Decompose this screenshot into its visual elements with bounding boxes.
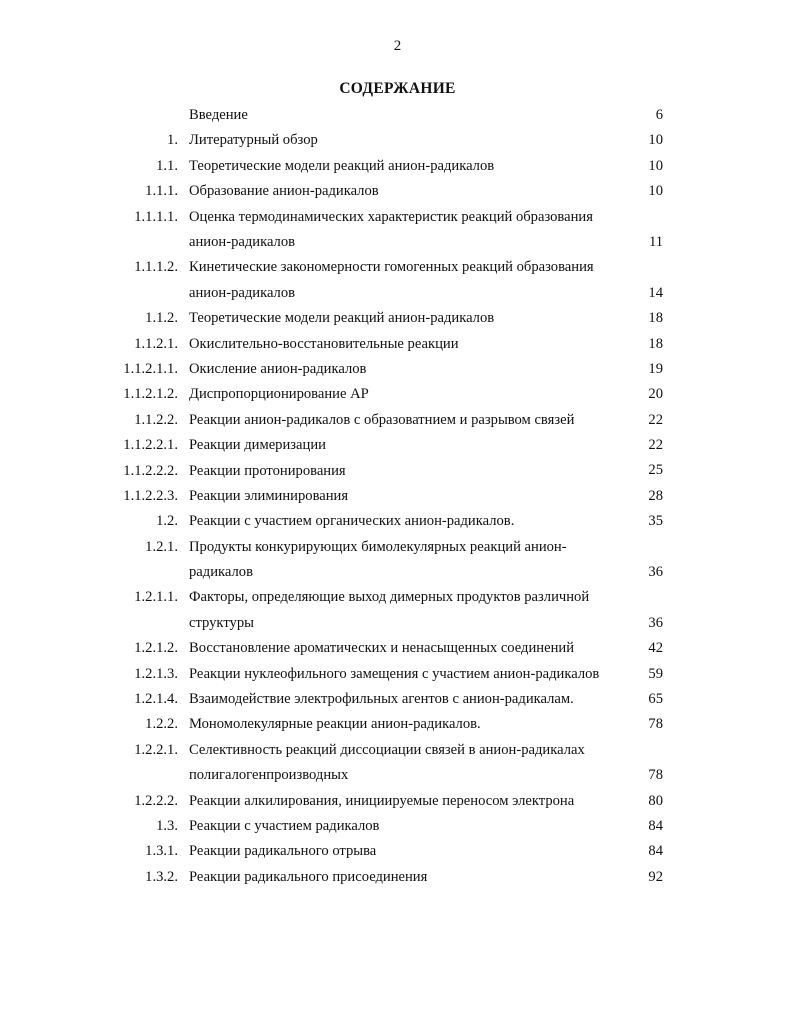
toc-entry-number: 1.2.1.3. <box>134 665 178 682</box>
toc-entry <box>0 255 795 306</box>
toc-entry-page: 14 <box>648 284 663 301</box>
toc-entry-title: Реакции радикального присоединения <box>189 868 428 885</box>
toc-entry <box>0 687 795 712</box>
toc-entry-title: Образование анион-радикалов <box>189 183 379 200</box>
toc-entry-number: 1.2.1.1. <box>134 589 178 606</box>
toc-entry-title: Окисление анион-радикалов <box>189 360 367 377</box>
toc-entry <box>0 408 795 433</box>
toc-entry <box>0 636 795 661</box>
toc-entry-page: 84 <box>648 818 663 834</box>
toc-entry-page: 78 <box>648 716 663 733</box>
toc-entry-page: 18 <box>648 310 663 327</box>
toc-entry-page: 36 <box>648 614 663 631</box>
toc-entry <box>0 154 795 179</box>
toc-entry-page: 65 <box>648 691 663 708</box>
toc-entry-title: Реакции радикального отрыва <box>189 843 377 860</box>
toc-entry <box>0 357 795 382</box>
toc-entry-page: 28 <box>648 487 663 504</box>
page-number: 2 <box>393 38 402 54</box>
toc-entry <box>0 535 795 586</box>
toc-entry <box>0 459 795 484</box>
toc-entry-number: 1.3. <box>156 818 178 835</box>
toc-entry-title: Реакции нуклеофильного замещения с участием анион-радикалов <box>189 665 600 682</box>
toc-entry <box>0 484 795 509</box>
toc-entry-title: Оценка термодинамических характеристик реакций образования анион-радикалов <box>189 208 593 250</box>
toc-entry-title: Реакции протонирования <box>189 462 346 479</box>
toc-entry <box>0 839 795 864</box>
toc-entry <box>0 814 795 839</box>
toc-entry-page: 10 <box>648 183 663 200</box>
toc-entry-page: 18 <box>648 335 663 352</box>
toc-entry-title: Кинетические закономерности гомогенных реакций образования анион-радикалов <box>189 259 594 301</box>
toc-entry-title: Селективность реакций диссоциации связей в анион-радикалах полигалогенпроизводных <box>189 741 585 784</box>
toc-entry <box>0 205 795 256</box>
toc-entry <box>0 306 795 331</box>
toc-entry-page: 25 <box>648 462 663 479</box>
toc-entry-title: Литературный обзор <box>189 132 318 149</box>
toc-entry-title: Продукты конкурирующих бимолекулярных реакций анион-радикалов <box>189 538 567 581</box>
toc-entry-number: 1.1.2.2.3. <box>123 487 178 504</box>
toc-entry-number: 1.1. <box>156 157 178 174</box>
toc-entry <box>0 332 795 357</box>
toc-entry-title: Реакции димеризации <box>189 437 326 454</box>
toc-entry <box>0 662 795 687</box>
table-of-contents <box>0 103 795 890</box>
toc-entry-title: Диспропорционирование АР <box>189 386 369 403</box>
toc-entry-number: 1.2.2.1. <box>134 741 178 758</box>
toc-entry-number: 1.1.1.1. <box>134 208 178 225</box>
toc-entry-number: 1.2.1. <box>145 538 178 555</box>
toc-entry <box>0 509 795 534</box>
toc-entry-page: 42 <box>648 640 663 657</box>
toc-entry-number: 1.3.2. <box>145 868 178 885</box>
toc-entry-page: 6 <box>655 106 663 123</box>
toc-entry-number: 1.2. <box>156 513 178 530</box>
toc-entry-page: 84 <box>648 843 663 860</box>
toc-entry-number: 1.1.2.2.1. <box>123 437 178 454</box>
toc-entry-title: Реакции с участием органических анион-радикалов. <box>189 513 515 530</box>
toc-entry-number: 1.1.1. <box>145 183 178 200</box>
toc-entry-page: 10 <box>648 132 663 149</box>
toc-entry-number: 1.1.2.1.2. <box>123 386 178 403</box>
toc-entry-title: Реакции элиминирования <box>189 487 349 504</box>
toc-entry-number: 1.1.2.1.1. <box>123 360 178 377</box>
toc-entry-title: Мономолекулярные реакции анион-радикалов. <box>189 716 481 733</box>
toc-entry <box>0 738 795 789</box>
toc-entry-page: 92 <box>648 868 663 885</box>
toc-entry-page: 36 <box>648 564 663 581</box>
toc-entry-title: Теоретические модели реакций анион-радикалов <box>189 157 495 174</box>
toc-entry-title: Взаимодействие электрофильных агентов с анион-радикалам. <box>189 691 574 708</box>
toc-entry <box>0 433 795 458</box>
toc-entry <box>0 865 795 890</box>
toc-entry-title: Теоретические модели реакций анион-радикалов <box>189 310 495 327</box>
toc-entry-number: 1.1.2.2.2. <box>123 462 178 479</box>
toc-entry-number: 1.2.2. <box>145 716 178 733</box>
toc-entry <box>0 103 795 128</box>
toc-entry <box>0 585 795 636</box>
toc-entry-number: 1. <box>167 132 178 149</box>
toc-entry-number: 1.1.2.2. <box>134 411 178 428</box>
toc-entry-page: 22 <box>648 437 663 454</box>
toc-entry-title: Реакции с участием радикалов <box>189 818 380 835</box>
toc-entry <box>0 712 795 737</box>
toc-entry-number: 1.3.1. <box>145 843 178 860</box>
toc-entry-number: 1.1.2.1. <box>134 335 178 352</box>
toc-entry-page: 80 <box>648 792 663 809</box>
toc-entry-number: 1.1.2. <box>145 310 178 327</box>
toc-entry-title: Окислительно-восстановительные реакции <box>189 335 459 352</box>
toc-entry-page: 78 <box>648 767 663 784</box>
toc-entry-title: Реакции анион-радикалов с образоватнием и разрывом связей <box>189 411 575 428</box>
toc-entry <box>0 789 795 814</box>
toc-entry-title: Факторы, определяющие выход димерных продуктов различной структуры <box>189 589 590 631</box>
toc-entry-number: 1.2.1.4. <box>134 691 178 708</box>
toc-entry-number: 1.2.2.2. <box>134 792 178 809</box>
toc-entry-title: Введение <box>189 107 248 123</box>
toc-entry-page: 22 <box>648 411 663 428</box>
toc-entry <box>0 382 795 407</box>
toc-entry-number: 1.2.1.2. <box>134 640 178 657</box>
toc-entry-page: 11 <box>648 233 663 250</box>
toc-entry-page: 20 <box>648 386 663 403</box>
toc-entry-page: 19 <box>648 360 663 377</box>
toc-entry-page: 59 <box>648 665 663 682</box>
toc-entry <box>0 128 795 153</box>
toc-entry-title: Реакции алкилирования, инициируемые переносом электрона <box>189 792 575 809</box>
toc-entry-page: 10 <box>648 157 663 174</box>
toc-title: СОДЕРЖАНИЕ <box>339 80 456 97</box>
toc-entry <box>0 179 795 204</box>
toc-entry-page: 35 <box>648 513 663 530</box>
toc-entry-number: 1.1.1.2. <box>134 259 178 276</box>
toc-entry-title: Восстановление ароматических и ненасыщенных соединений <box>189 640 575 657</box>
